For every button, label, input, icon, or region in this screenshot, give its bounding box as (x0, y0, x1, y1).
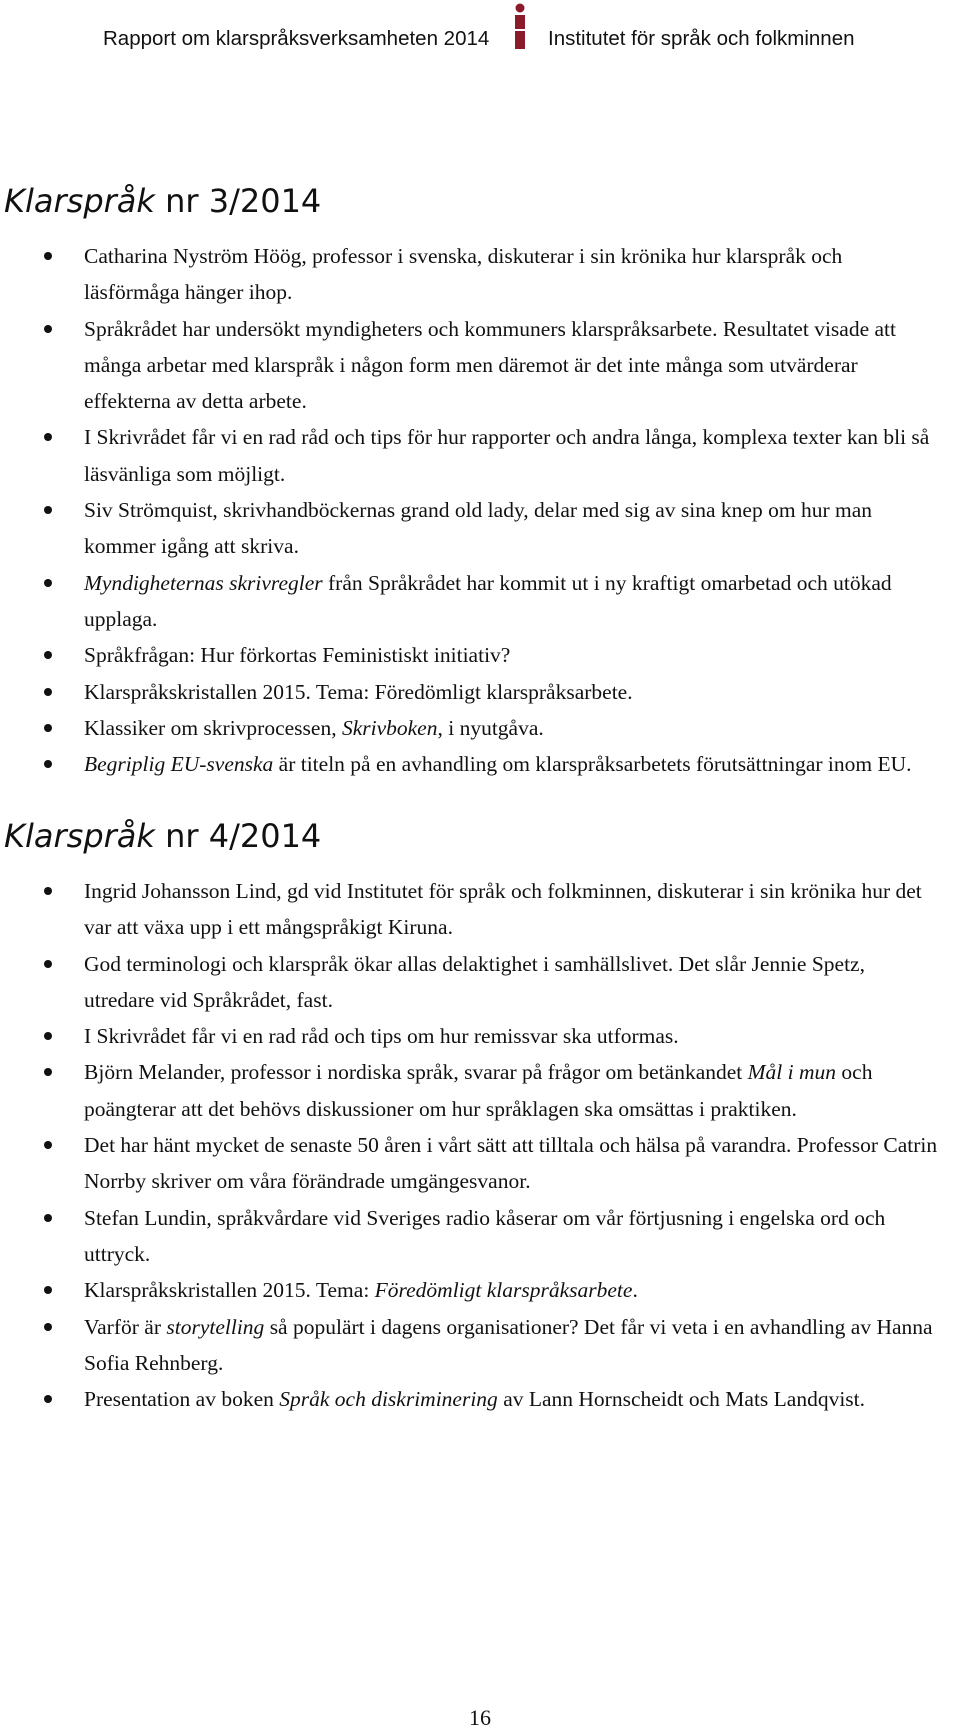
item-text-italic: Föredömligt klarspråksarbete (374, 1278, 633, 1303)
list-item (0, 946, 950, 1019)
list-item (0, 1272, 950, 1308)
heading-italic-part: Klarspråk (4, 817, 155, 855)
list-item (0, 637, 950, 673)
list-item (0, 419, 950, 492)
bullet-icon (44, 506, 52, 514)
article-list-nr3 (0, 238, 960, 782)
heading-italic-part: Klarspråk (4, 182, 155, 220)
bullet-icon (44, 1068, 52, 1076)
item-text: Björn Melander, professor i nordiska språk, svarar på frågor om betänkandet (84, 1060, 748, 1085)
item-text: Det har hänt mycket de senaste 50 åren i vårt sätt att tilltala och hälsa på varandra. Professor Catrin Norrby skriver om våra förändrade umgängesvanor. (84, 1133, 938, 1194)
bullet-icon (44, 252, 52, 260)
bullet-icon (44, 1323, 52, 1331)
list-item (0, 1381, 950, 1417)
list-item (0, 1127, 950, 1200)
item-text: Catharina Nyström Höög, professor i svenska, diskuterar i sin krönika hur klarspråk och läsförmåga hänger ihop. (84, 244, 843, 305)
item-text: Presentation av boken (84, 1387, 280, 1412)
bullet-icon (44, 325, 52, 333)
bullet-icon (44, 960, 52, 968)
list-item (0, 492, 950, 565)
item-text-italic: Myndigheternas skrivregler (84, 570, 323, 595)
item-text: och poängterar att det behövs diskussioner om hur språklagen ska omsättas i praktiken. (84, 1060, 873, 1121)
bullet-icon (44, 651, 52, 659)
item-text: så populärt i dagens organisationer? Det får vi veta i en avhandling av Hanna Sofia Rehnberg. (84, 1314, 933, 1375)
list-item (0, 746, 950, 782)
item-text: I Skrivrådet får vi en rad råd och tips om hur remissvar ska utformas. (84, 1024, 679, 1049)
bullet-icon (44, 1032, 52, 1040)
article-list-nr4 (0, 873, 960, 1417)
item-text: Siv Strömquist, skrivhandböckernas grand old lady, delar med sig av sina knep om hur man kommer igång att skriva. (84, 498, 872, 559)
bullet-icon (44, 724, 52, 732)
bullet-icon (44, 1286, 52, 1294)
item-text: , i nyutgåva. (437, 715, 544, 740)
list-item (0, 873, 950, 946)
list-item (0, 1200, 950, 1273)
bullet-icon (44, 887, 52, 895)
item-text: Språkrådet har undersökt myndigheters och kommuners klarspråksarbete. Resultatet visade att många arbetar med klarspråk i någon form men däremot är det inte många som utvärderar effekterna av detta arbete. (84, 316, 896, 414)
item-text-italic: Mål i mun (747, 1060, 837, 1085)
item-text: Ingrid Johansson Lind, gd vid Institutet för språk och folkminnen, diskuterar i sin krönika hur det var att växa upp i ett mångspråkigt Kiruna. (84, 879, 922, 940)
item-text: . (632, 1278, 638, 1303)
list-item (0, 674, 950, 710)
page-number: 16 (469, 1705, 491, 1730)
list-item (0, 1054, 950, 1127)
item-text: Varför är (84, 1314, 167, 1339)
item-text-italic: Språk och diskriminering (279, 1387, 498, 1412)
item-text: Klassiker om skrivprocessen, (84, 715, 342, 740)
item-text: av Lann Hornscheidt och Mats Landqvist. (497, 1387, 866, 1412)
isof-logo-icon (509, 2, 531, 50)
bullet-icon (44, 1395, 52, 1403)
bullet-icon (44, 1141, 52, 1149)
section-heading-nr4 (4, 816, 321, 856)
section-heading-nr3 (4, 181, 321, 221)
header-report-title: Rapport om klarspråksverksamheten 2014 (103, 27, 490, 50)
item-text: Stefan Lundin, språkvårdare vid Sveriges radio kåserar om vår förtjusning i engelska ord och uttryck. (84, 1205, 886, 1266)
item-text: från Språkrådet har kommit ut i ny kraftigt omarbetad och utökad upplaga. (84, 570, 892, 631)
item-text-italic: storytelling (166, 1314, 265, 1339)
bullet-icon (44, 433, 52, 441)
list-item (0, 710, 950, 746)
bullet-icon (44, 760, 52, 768)
header-institute-name: Institutet för språk och folkminnen (548, 27, 855, 50)
item-text: Språkfrågan: Hur förkortas Feministiskt initiativ? (84, 643, 511, 668)
bullet-icon (44, 688, 52, 696)
item-text: är titeln på en avhandling om klarspråksarbetets förutsättningar inom EU. (273, 752, 912, 777)
bullet-icon (44, 1214, 52, 1222)
list-item (0, 565, 950, 638)
list-item (0, 311, 950, 420)
item-text-italic: Begriplig EU-svenska (84, 752, 274, 777)
heading-issue-part: nr 3/2014 (154, 182, 322, 220)
list-item (0, 238, 950, 311)
bullet-icon (44, 579, 52, 587)
list-item (0, 1309, 950, 1382)
item-text: Klarspråkskristallen 2015. Tema: Föredömligt klarspråksarbete. (84, 679, 633, 704)
item-text: Klarspråkskristallen 2015. Tema: (84, 1278, 375, 1303)
page-header (0, 0, 960, 62)
item-text-italic: Skrivboken (341, 715, 438, 740)
heading-issue-part: nr 4/2014 (154, 817, 322, 855)
list-item (0, 1018, 950, 1054)
item-text: I Skrivrådet får vi en rad råd och tips för hur rapporter och andra långa, komplexa texter kan bli så läsvänliga som möjligt. (84, 425, 930, 486)
item-text: God terminologi och klarspråk ökar allas delaktighet i samhällslivet. Det slår Jennie Spetz, utredare vid Språkrådet, fast. (84, 951, 865, 1012)
